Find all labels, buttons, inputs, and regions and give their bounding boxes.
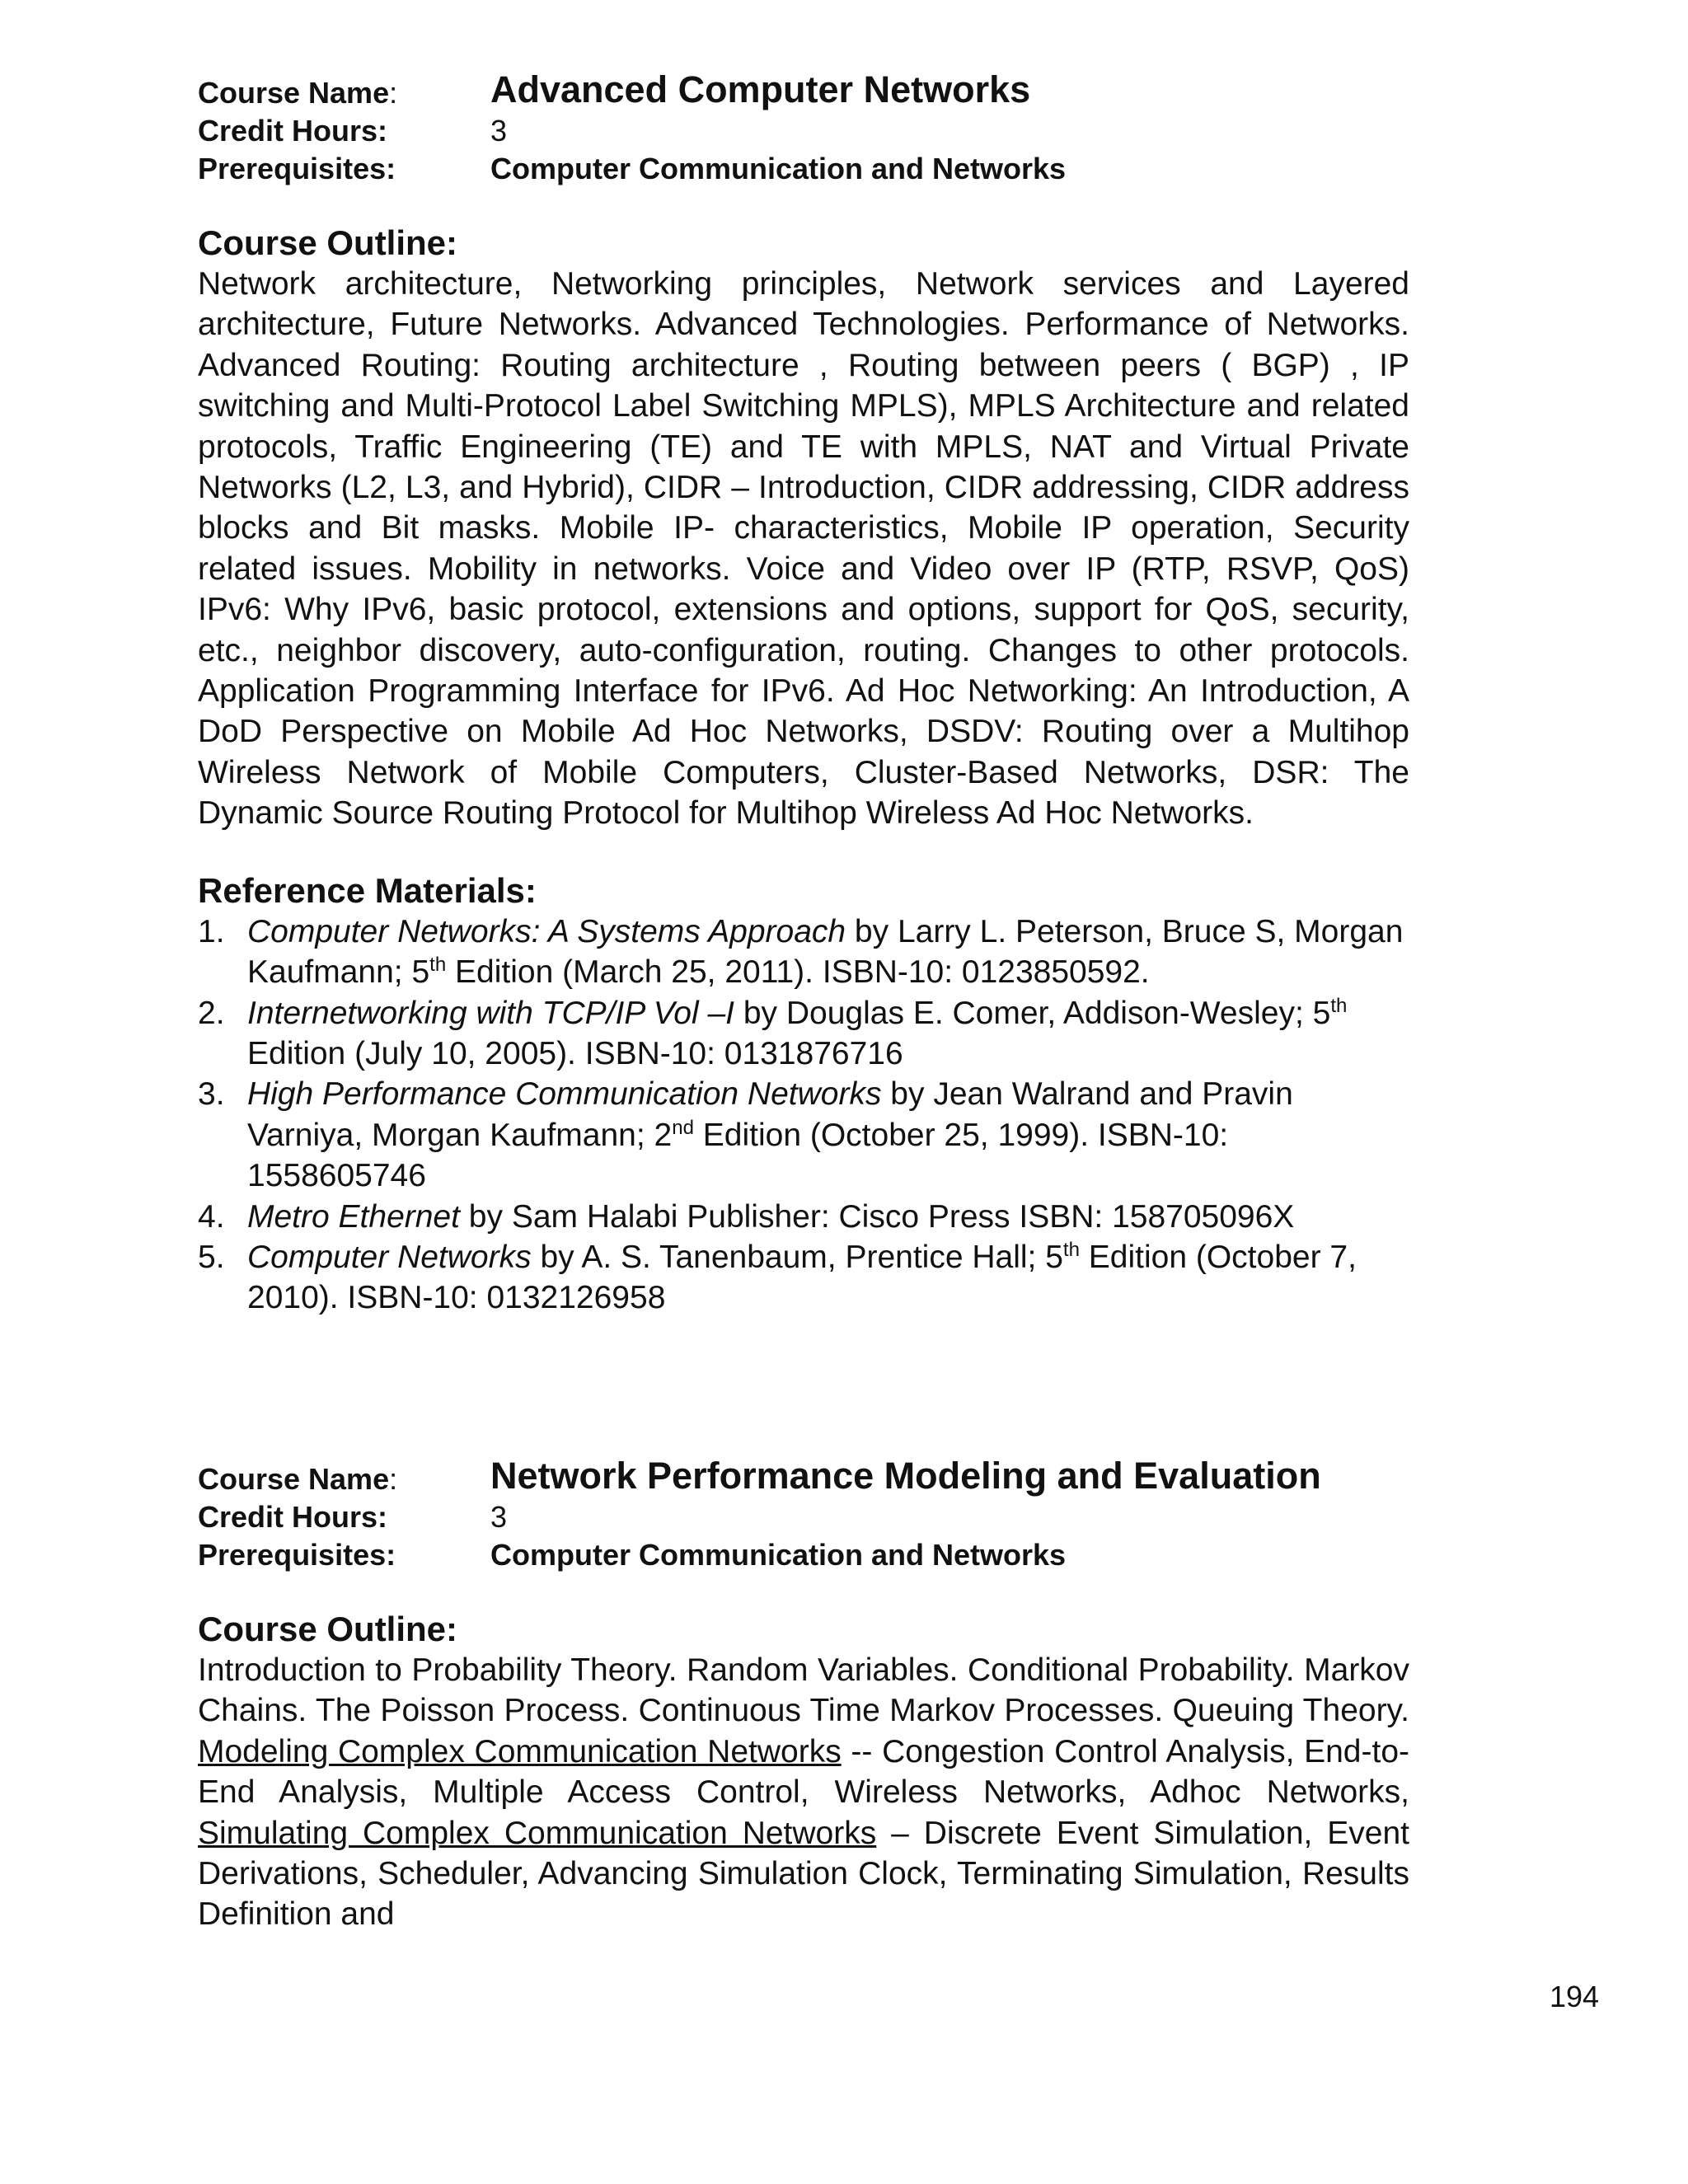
- course-outline-text: Introduction to Probability Theory. Random Variables. Conditional Probability. Markov Chains. The Poisson Process. Continuous Time Markov Processes. Queuing Theory. Modeling Complex Communication Networks -- Congestion Control Analysis, End-to-End Analysis, Multiple Access Control, Wireless Networks, Adhoc Networks, Simulating Complex Communication Networks – Discrete Event Simulation, Event Derivations, Scheduler, Advancing Simulation Clock, Terminating Simulation, Results Definition and: [198, 1652, 1409, 1933]
- course-section-advanced-computer-networks: [198, 68, 1409, 1319]
- reference-number: 2.: [198, 995, 225, 1031]
- reference-item: [198, 1237, 1409, 1319]
- reference-item: [198, 1197, 1409, 1237]
- reference-title: High Performance Communication Networks: [247, 1076, 882, 1113]
- course-name-label: Course Name:: [198, 76, 398, 110]
- course-outline-heading: Course Outline:: [198, 223, 458, 262]
- underlined-topic: Simulating Complex Communication Networks: [198, 1815, 877, 1851]
- reference-superscript: th: [1062, 1238, 1080, 1261]
- reference-title: Computer Networks: A Systems Approach: [247, 913, 846, 949]
- reference-item: [198, 912, 1409, 993]
- prerequisites-value: Computer Communication and Networks: [490, 152, 1067, 185]
- prerequisites-value: Computer Communication and Networks: [490, 1538, 1067, 1572]
- reference-details: by Sam Halabi Publisher: Cisco Press ISBN: 158705096X: [459, 1198, 1295, 1235]
- reference-title: Computer Networks: [247, 1239, 532, 1275]
- credit-hours-value: 3: [490, 114, 508, 148]
- reference-list: [198, 912, 1409, 1319]
- reference-details: by Jean Walrand and Pravin Varniya, Morgan Kaufmann; 2: [247, 1076, 1293, 1153]
- reference-materials-heading: Reference Materials:: [198, 870, 537, 910]
- page-number: 194: [1550, 1980, 1600, 2013]
- course-title: Advanced Computer Networks: [490, 68, 1031, 110]
- course-outline-text: Network architecture, Networking principles, Network services and Layered architecture, Future Networks. Advanced Technologies. Performance of Networks. Advanced Routing: Routing architecture , Routing between peers ( BGP) , IP switching and Multi-Protocol Label Switching MPLS), MPLS Architecture and related protocols, Traffic Engineering (TE) and TE with MPLS, NAT and Virtual Private Networks (L2, L3, and Hybrid), CIDR – Introduction, CIDR addressing, CIDR address blocks and Bit masks. Mobile IP- characteristics, Mobile IP operation, Security related issues. Mobility in networks. Voice and Video over IP (RTP, RSVP, QoS) IPv6: Why IPv6, basic protocol, extensions and options, support for QoS, security, etc., neighbor discovery, auto-configuration, routing. Changes to other protocols. Application Programming Interface for IPv6. Ad Hoc Networking: An Introduction, A DoD Perspective on Mobile Ad Hoc Networks, DSDV: Routing over a Multihop Wireless Network of Mobile Computers, Cluster-Based Networks, DSR: The Dynamic Source Routing Protocol for Multihop Wireless Ad Hoc Networks.: [198, 266, 1409, 832]
- course-name-row: [198, 1455, 1409, 1498]
- reference-details-end: Edition (July 10, 2005). ISBN-10: 0131876716: [247, 1035, 903, 1071]
- course-name-row: [198, 68, 1409, 112]
- reference-title: Metro Ethernet: [247, 1198, 460, 1235]
- course-name-label: Course Name:: [198, 1462, 398, 1496]
- underlined-topic: Modeling Complex Communication Networks: [198, 1733, 842, 1769]
- reference-details-end: Edition (October 25, 1999). ISBN-10: 1558605746: [247, 1117, 1229, 1194]
- reference-number: 1.: [198, 913, 225, 949]
- prerequisites-row: [198, 150, 1409, 188]
- credit-hours-label: Credit Hours:: [198, 1500, 388, 1534]
- reference-details: by Larry L. Peterson, Bruce S, Morgan Kaufmann; 5: [247, 913, 1404, 991]
- prerequisites-label: Prerequisites:: [198, 1538, 396, 1572]
- reference-number: 3.: [198, 1076, 225, 1113]
- credit-hours-row: [198, 1498, 1409, 1536]
- reference-details-end: Edition (October 7, 2010). ISBN-10: 0132126958: [247, 1239, 1357, 1316]
- reference-number: 4.: [198, 1198, 225, 1235]
- reference-number: 5.: [198, 1239, 225, 1275]
- reference-details-end: Edition (March 25, 2011). ISBN-10: 0123850592.: [446, 954, 1150, 991]
- prerequisites-label: Prerequisites:: [198, 152, 396, 185]
- course-title: Network Performance Modeling and Evaluation: [490, 1455, 1321, 1497]
- credit-hours-label: Credit Hours:: [198, 114, 388, 148]
- reference-item: [198, 993, 1409, 1075]
- reference-title: Internetworking with TCP/IP Vol –I: [247, 995, 735, 1031]
- reference-details: by A. S. Tanenbaum, Prentice Hall; 5: [531, 1239, 1063, 1275]
- credit-hours-row: [198, 112, 1409, 150]
- reference-details: by Douglas E. Comer, Addison-Wesley; 5: [734, 995, 1331, 1031]
- prerequisites-row: [198, 1536, 1409, 1574]
- course-section-network-performance-modeling: [198, 1455, 1409, 1935]
- course-outline-heading: Course Outline:: [198, 1610, 458, 1648]
- reference-superscript: th: [1330, 994, 1348, 1017]
- reference-superscript: nd: [672, 1116, 694, 1139]
- credit-hours-value: 3: [490, 1500, 508, 1534]
- reference-item: [198, 1074, 1409, 1196]
- reference-superscript: th: [429, 954, 447, 977]
